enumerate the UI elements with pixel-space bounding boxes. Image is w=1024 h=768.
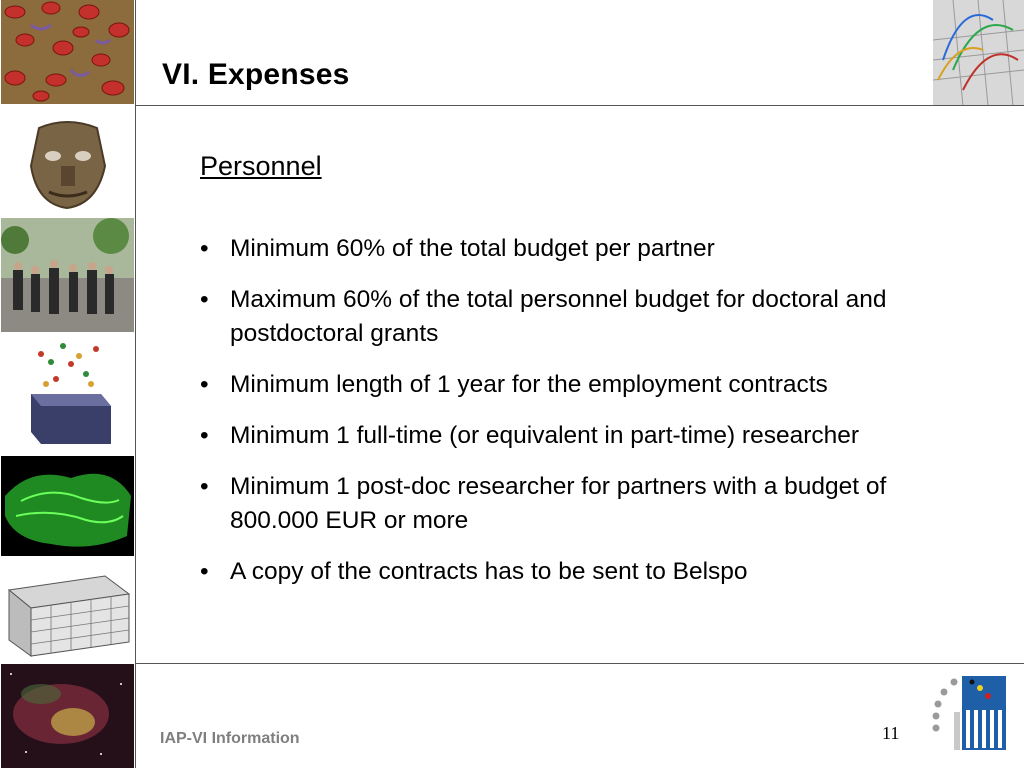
strip-divider [135, 0, 136, 768]
green-terrain-mesh-image [1, 456, 134, 556]
network-diagram-corner-image [933, 0, 1024, 106]
footer-label: IAP-VI Information [160, 730, 300, 747]
bullet-item [200, 419, 980, 453]
bullet-text: Maximum 60% of the total personnel budget for doctoral and postdoctoral grants [230, 286, 887, 347]
molecular-lattice-image [1, 334, 134, 454]
image-strip [0, 0, 135, 768]
bullet-text: Minimum 60% of the total budget per partner [230, 235, 715, 262]
bullet-item [200, 555, 980, 589]
bullet-item [200, 283, 980, 351]
bullet-item [200, 368, 980, 402]
slide-title: VI. Expenses [162, 58, 350, 91]
footer-rule [135, 663, 1024, 664]
bullet-glyph: • [200, 371, 209, 398]
header-rule [135, 105, 1024, 106]
bullet-glyph: • [200, 235, 209, 262]
bullet-item [200, 470, 980, 538]
bullet-glyph: • [200, 473, 209, 500]
belspo-logo [928, 672, 1008, 754]
bullet-glyph: • [200, 558, 209, 585]
bullet-item [200, 232, 980, 266]
section-heading: Personnel [200, 151, 322, 181]
bullet-text: A copy of the contracts has to be sent to Belspo [230, 558, 748, 585]
bullet-text: Minimum length of 1 year for the employment contracts [230, 371, 828, 398]
crowd-street-image [1, 218, 134, 332]
bullet-text: Minimum 1 full-time (or equivalent in part-time) researcher [230, 422, 860, 449]
bullet-list [200, 232, 980, 606]
bullet-glyph: • [200, 286, 209, 313]
ancient-mask-image [1, 106, 134, 216]
bullet-text: Minimum 1 post-doc researcher for partners with a budget of 800.000 EUR or more [230, 473, 887, 534]
red-blood-cells-image [1, 0, 134, 104]
page-number: 11 [882, 723, 900, 743]
nebula-space-image [1, 664, 134, 768]
bullet-glyph: • [200, 422, 209, 449]
grid-block-model-image [1, 558, 134, 662]
